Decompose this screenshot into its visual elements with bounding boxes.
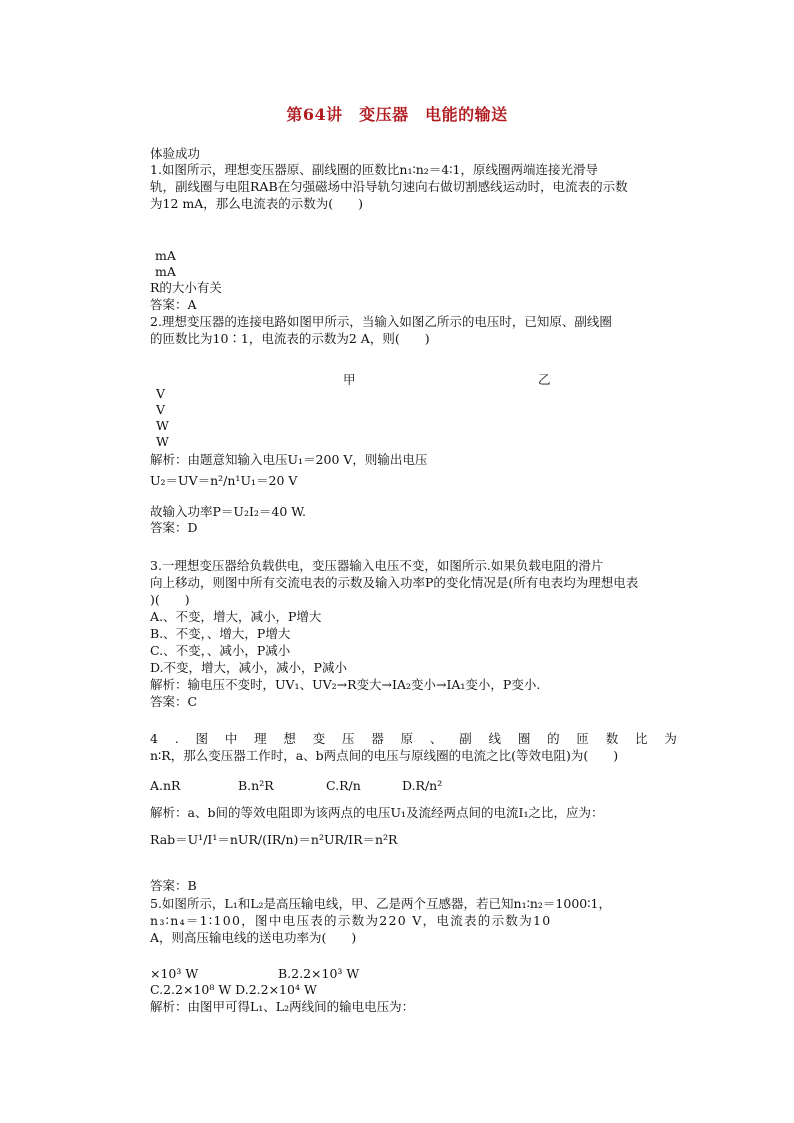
q5-analysis: 解析：由图甲可得L₁、L₂两线间的输电电压为：: [150, 999, 415, 1014]
q1-text-line1: 1.如图所示，理想变压器原、副线圈的匝数比n₁∶n₂＝4∶1，原线圈两端连接光滑导: [150, 162, 598, 177]
q2-analysis-line2: U₂＝UV＝n²/n¹U₁＝20 V: [150, 473, 298, 488]
q3-text-line1: 3.一理想变压器给负载供电，变压器输入电压不变，如图所示.如果负载电阻的滑片: [150, 558, 604, 573]
q3-analysis: 解析：输电压不变时，UV₁、UV₂→R变大→IA₂变小→IA₁变小，P变小.: [150, 677, 541, 692]
q4-option-c: C.R/n: [326, 778, 361, 793]
section-heading: 体验成功: [150, 146, 201, 161]
q3-answer: 答案：C: [150, 694, 198, 709]
q3-text-line3: )( ): [150, 592, 190, 607]
q4-option-b: B.n²R: [238, 778, 274, 793]
q3-option-b: B.、不变，、增大，P增大: [150, 626, 291, 641]
q5-text-line3: A，则高压输电线的送电功率为( ): [150, 930, 357, 945]
q2-answer: 答案：D: [150, 520, 198, 535]
q2-option-1: V: [156, 386, 166, 401]
q1-option-2: mA: [155, 264, 176, 279]
q3-option-c: C.、不变，、减小，P减小: [150, 643, 291, 658]
q4-analysis-line1: 解析：a、b间的等效电阻即为该两点的电压U₁及流经两点间的电流I₁之比，应为：: [150, 805, 604, 820]
q2-option-4: W: [156, 434, 169, 449]
q5-option-cd: C.2.2×10⁸ W D.2.2×10⁴ W: [150, 982, 317, 997]
q1-answer: 答案：A: [150, 297, 197, 312]
q4-analysis-line2: Rab＝U¹/I¹＝nUR/(IR/n)＝n²UR/IR＝n²R: [150, 832, 398, 847]
q2-analysis-line1: 解析：由题意知输入电压U₁＝200 V，则输出电压: [150, 452, 428, 467]
q5-option-a: ×10³ W: [150, 966, 199, 981]
q5-text-line2: n₃∶n₄＝1∶100，图中电压表的示数为220 V，电流表的示数为10: [150, 913, 552, 928]
q1-option-3: R的大小有关: [150, 280, 222, 295]
q4-option-a: A.nR: [150, 778, 181, 793]
q1-text-line2: 轨，副线圈与电阻RAB在匀强磁场中沿导轨匀速向右做切割感线运动时，电流表的示数: [150, 179, 628, 194]
q4-option-d: D.R/n²: [402, 778, 443, 793]
figure-label-yi: 乙: [538, 372, 551, 387]
q2-text-line1: 2.理想变压器的连接电路如图甲所示，当输入如图乙所示的电压时，已知原、副线圈: [150, 314, 612, 329]
q4-answer: 答案：B: [150, 878, 197, 893]
page-title: 第64讲 变压器 电能的输送: [286, 105, 508, 124]
q3-text-line2: 向上移动，则图中所有交流电表的示数及输入功率P的变化情况是(所有电表均为理想电表: [150, 575, 639, 590]
q3-option-a: A.、不变，增大，减小，P增大: [150, 609, 322, 624]
q3-option-d: D.不变，增大，减小，减小，P减小: [150, 660, 347, 675]
q4-text-line2: n∶R，那么变压器工作时，a、b两点间的电压与原线圈的电流之比(等效电阻)为( ): [150, 748, 619, 763]
q5-option-b: B.2.2×10³ W: [278, 966, 360, 981]
q2-option-3: W: [156, 418, 169, 433]
q2-text-line2: 的匝数比为10∶1，电流表的示数为2 A，则( ): [150, 331, 430, 346]
q1-text-line3: 为12 mA，那么电流表的示数为( ): [150, 196, 364, 211]
q5-text-line1: 5.如图所示，L₁和L₂是高压输电线，甲、乙是两个互感器，若已知n₁∶n₂＝1000∶1，: [150, 896, 611, 911]
q2-option-2: V: [156, 402, 166, 417]
q2-analysis-line3: 故输入功率P＝U₂I₂＝40 W.: [150, 504, 306, 519]
q1-option-1: mA: [155, 248, 176, 263]
q4-text-line1: 4.图中理想变压器原、副线圈的匝数比为: [150, 731, 694, 746]
figure-label-jia: 甲: [343, 372, 356, 387]
